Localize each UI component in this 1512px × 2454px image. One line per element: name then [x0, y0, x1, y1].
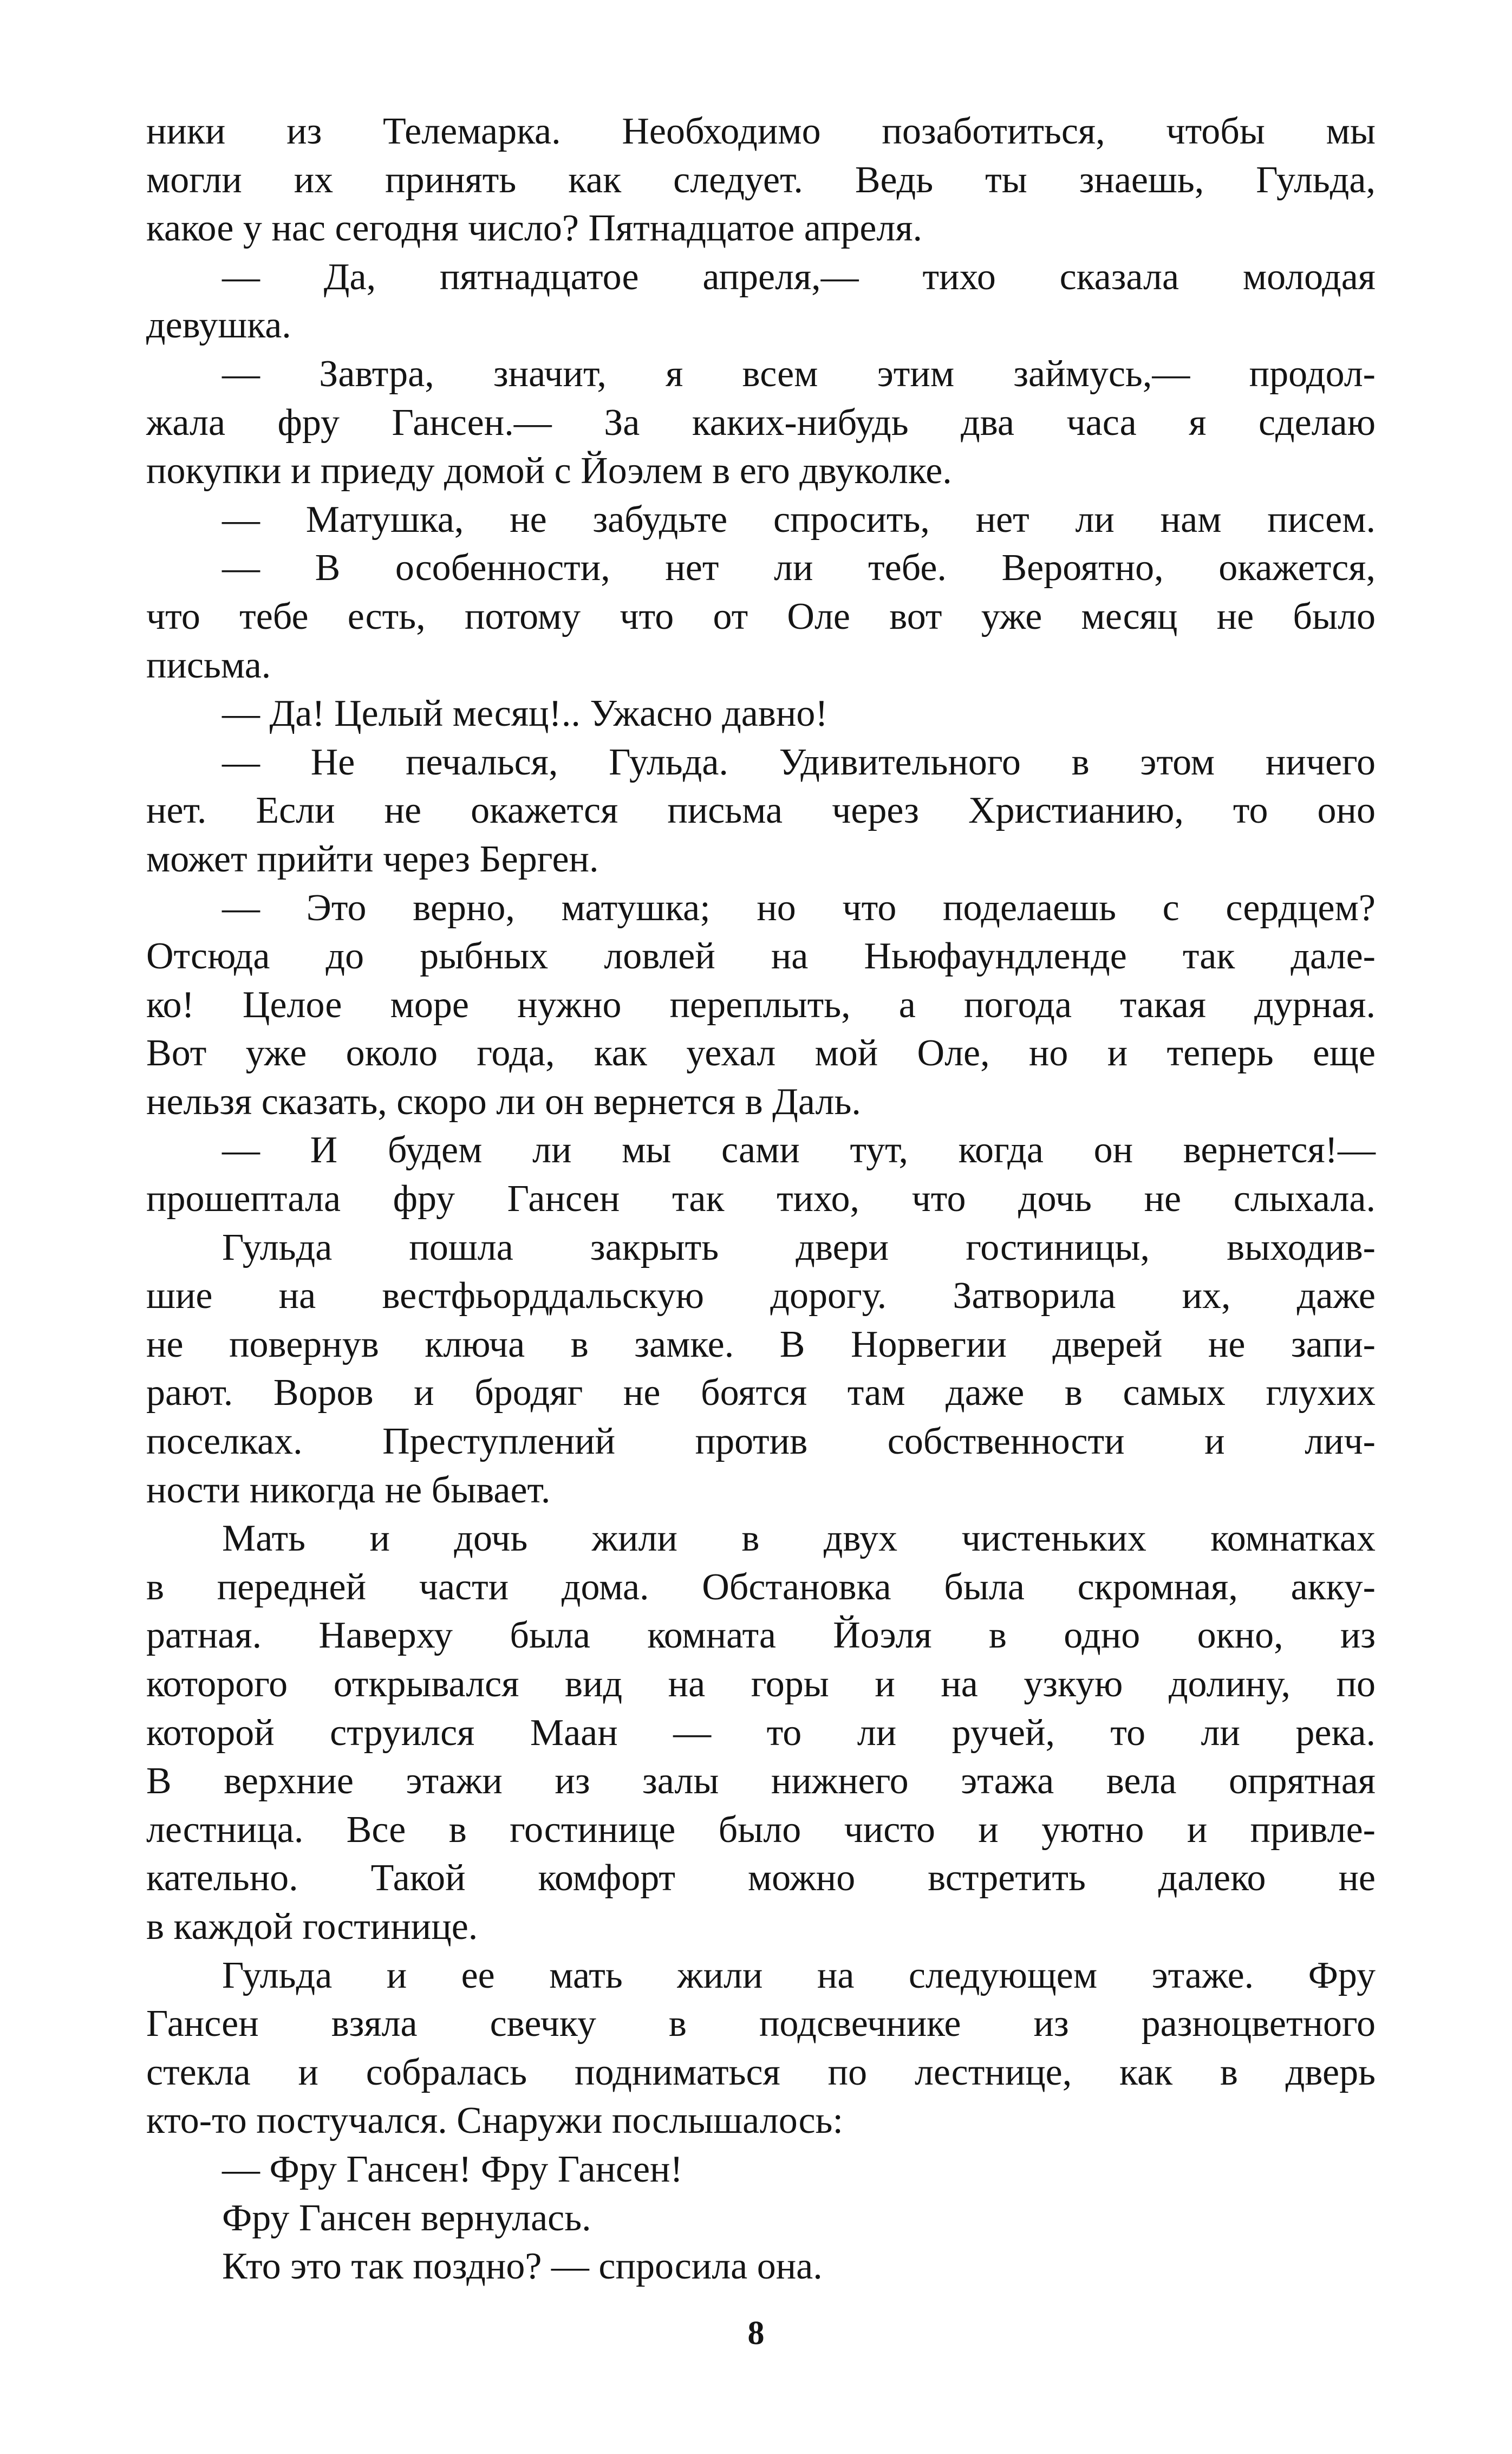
text-line: Отсюда до рыбных ловлей на Ньюфаундленде так дале-	[146, 935, 1376, 978]
body-text	[146, 107, 1376, 2291]
text-line: — В особенности, нет ли тебе. Вероятно, окажется,	[222, 547, 1376, 589]
text-line: может прийти через Берген.	[146, 838, 599, 880]
text-line: кто-то постучался. Снаружи послышалось:	[146, 2100, 843, 2142]
text-line: — И будем ли мы сами тут, когда он вернется!—	[222, 1129, 1376, 1171]
text-line: — Фру Гансен! Фру Гансен!	[222, 2148, 683, 2190]
text-line: — Матушка, не забудьте спросить, нет ли нам писем.	[222, 498, 1376, 541]
text-line: — Да! Целый месяц!.. Ужасно давно!	[222, 693, 828, 735]
text-line: могли их принять как следует. Ведь ты знаешь, Гульда,	[146, 159, 1376, 201]
text-line: в передней части дома. Обстановка была скромная, акку-	[146, 1566, 1376, 1608]
text-line: рают. Воров и бродяг не боятся там даже в самых глухих	[146, 1372, 1376, 1414]
text-line: которой струился Маан — то ли ручей, то ли река.	[146, 1711, 1376, 1754]
text-line: В верхние этажи из залы нижнего этажа вела опрятная	[146, 1760, 1376, 1802]
text-line: ности никогда не бывает.	[146, 1469, 551, 1511]
text-line: Гульда и ее мать жили на следующем этаже. Фру	[222, 1954, 1376, 1996]
text-line: — Завтра, значит, я всем этим займусь,— продол-	[222, 353, 1376, 395]
text-line: Вот уже около года, как уехал мой Оле, но и теперь еще	[146, 1032, 1376, 1075]
text-line: Гансен взяла свечку в подсвечнике из разноцветного	[146, 2003, 1376, 2045]
text-line: — Да, пятнадцатое апреля,— тихо сказала молодая	[222, 256, 1376, 298]
text-line: Гульда пошла закрыть двери гостиницы, выходив-	[222, 1226, 1376, 1268]
text-line: шие на вестфьорддальскую дорогу. Затворила их, даже	[146, 1275, 1376, 1317]
text-line: лестница. Все в гостинице было чисто и уютно и привле-	[146, 1808, 1376, 1851]
text-line: девушка.	[146, 304, 291, 347]
text-line: покупки и приеду домой с Йоэлем в его двуколке.	[146, 450, 952, 492]
text-line: Мать и дочь жили в двух чистеньких комнатках	[222, 1518, 1376, 1560]
text-line: которого открывался вид на горы и на узкую долину, по	[146, 1663, 1376, 1705]
text-line: Фру Гансен вернулась.	[222, 2197, 591, 2239]
text-line: Кто это так поздно? — спросила она.	[222, 2245, 823, 2288]
text-line: какое у нас сегодня число? Пятнадцатое апреля.	[146, 207, 923, 250]
text-line: прошептала фру Гансен так тихо, что дочь не слыхала.	[146, 1178, 1376, 1220]
text-line: не повернув ключа в замке. В Норвегии дверей не запи-	[146, 1323, 1376, 1365]
text-line: нет. Если не окажется письма через Христианию, то оно	[146, 790, 1376, 832]
page-number: 8	[747, 2315, 765, 2352]
text-line: ко! Целое море нужно переплыть, а погода такая дурная.	[146, 984, 1376, 1026]
text-line: в каждой гостинице.	[146, 1905, 478, 1948]
text-line: ники из Телемарка. Необходимо позаботиться, чтобы мы	[146, 110, 1376, 152]
text-line: что тебе есть, потому что от Оле вот уже месяц не было	[146, 595, 1376, 637]
text-line: письма.	[146, 644, 271, 686]
text-line: стекла и собралась подниматься по лестнице, как в дверь	[146, 2051, 1376, 2093]
text-line: нельзя сказать, скоро ли он вернется в Даль.	[146, 1080, 861, 1123]
text-line: — Не печалься, Гульда. Удивительного в этом ничего	[222, 741, 1376, 783]
text-line: жала фру Гансен.— За каких-нибудь два часа я сделаю	[146, 401, 1376, 444]
text-line: ратная. Наверху была комната Йоэля в одно окно, из	[146, 1615, 1376, 1657]
text-line: — Это верно, матушка; но что поделаешь с сердцем?	[222, 887, 1376, 929]
text-line: поселках. Преступлений против собственности и лич-	[146, 1421, 1376, 1463]
text-line: кательно. Такой комфорт можно встретить далеко не	[146, 1857, 1376, 1899]
